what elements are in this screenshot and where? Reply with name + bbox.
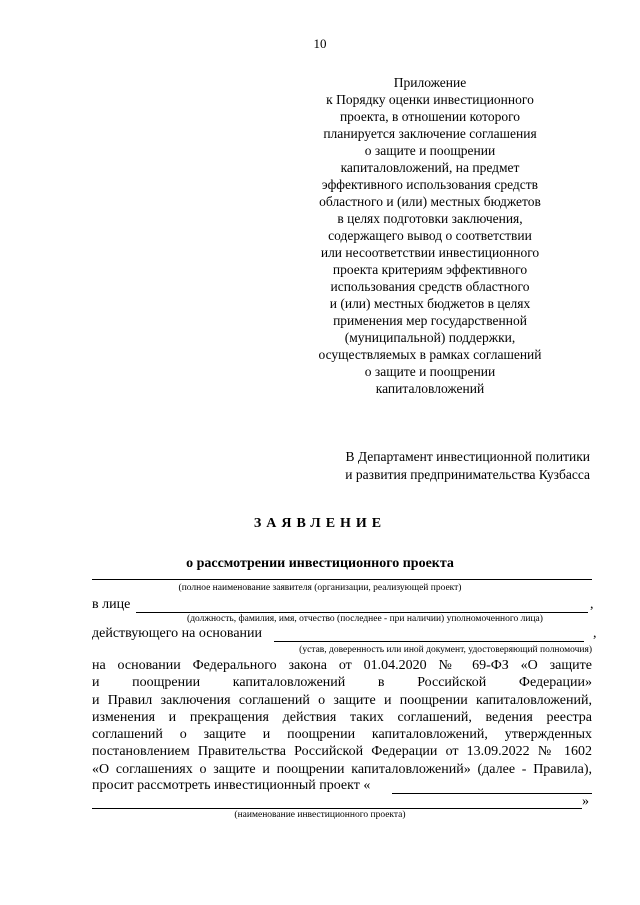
appendix-line: планируется заключение соглашения xyxy=(323,126,537,141)
representative-caption: (должность, фамилия, имя, отчество (последнее - при наличии) уполномоченного лица) xyxy=(187,614,543,624)
representative-field[interactable] xyxy=(136,612,588,613)
appendix-line: и (или) местных бюджетов в целях xyxy=(329,296,531,311)
appendix-line: использования средств областного xyxy=(330,279,530,294)
appendix-line: или несоответствии инвестиционного xyxy=(320,245,540,260)
appendix-line: капиталовложений, на предмет xyxy=(340,160,520,175)
appendix-line: осуществляемых в рамках соглашений xyxy=(318,347,542,362)
acting-basis-label: действующего на основании xyxy=(92,626,263,641)
appendix-line: к Порядку оценки инвестиционного xyxy=(326,92,534,107)
in-person-label: в лице xyxy=(92,597,131,612)
appendix-line: применения мер государственной xyxy=(333,313,527,328)
project-name-field-continued[interactable] xyxy=(92,808,582,809)
page-number: 10 xyxy=(313,36,327,51)
body-line: изменения и прекращения действия таких соглашений, ведения реестра xyxy=(92,709,592,725)
body-line: соглашений о защите и поощрении капиталовложений, утвержденных xyxy=(92,727,592,743)
appendix-line: о защите и поощрении xyxy=(364,143,496,158)
body-line: «О соглашениях о защите и поощрении капиталовложений» (далее - Правила), xyxy=(92,761,592,777)
appendix-line: в целях подготовки заключения, xyxy=(337,211,523,226)
appendix-line: проекта, в отношении которого xyxy=(339,109,521,124)
appendix-line: проекта критериям эффективного xyxy=(332,262,528,277)
close-quote: » xyxy=(582,794,589,809)
project-caption: (наименование инвестиционного проекта) xyxy=(234,810,406,820)
request-label: просит рассмотреть инвестиционный проект « xyxy=(92,778,371,793)
appendix-line: содержащего вывод о соответствии xyxy=(328,228,532,243)
body-line: и поощрении капиталовложений в Российской Федерации» xyxy=(92,675,592,691)
applicant-caption: (полное наименование заявителя (организации, реализующей проект) xyxy=(178,583,462,593)
appendix-line: эффективного использования средств xyxy=(321,177,539,192)
project-name-field[interactable] xyxy=(392,793,592,794)
appendix-block xyxy=(300,74,560,397)
appendix-line: капиталовложений xyxy=(375,381,485,396)
document-title: ЗАЯВЛЕНИЕ xyxy=(253,516,387,531)
document-subtitle: о рассмотрении инвестиционного проекта xyxy=(186,556,454,571)
addressee-block xyxy=(300,448,590,484)
body-line: и Правил заключения соглашений о защите и поощрении капиталовложений, xyxy=(92,692,592,708)
comma: , xyxy=(593,626,597,641)
addressee-line: и развития предпринимательства Кузбасса xyxy=(345,467,590,482)
comma: , xyxy=(590,597,594,612)
body-line: постановлением Правительства Российской Федерации от 13.09.2022 № 1602 xyxy=(92,744,592,760)
appendix-line: областного и (или) местных бюджетов xyxy=(319,194,541,209)
appendix-line: Приложение xyxy=(393,75,467,90)
body-paragraph xyxy=(92,657,592,778)
authority-document-field[interactable] xyxy=(274,641,584,642)
addressee-line: В Департамент инвестиционной политики xyxy=(345,449,590,464)
applicant-name-field[interactable] xyxy=(92,579,592,580)
body-line: на основании Федерального закона от 01.04.2020 № 69-ФЗ «О защите xyxy=(92,658,592,673)
appendix-line: (муниципальной) поддержки, xyxy=(344,330,516,345)
authority-caption: (устав, доверенность или иной документ, удостоверяющий полномочия) xyxy=(299,645,592,655)
appendix-line: о защите и поощрении xyxy=(364,364,496,379)
